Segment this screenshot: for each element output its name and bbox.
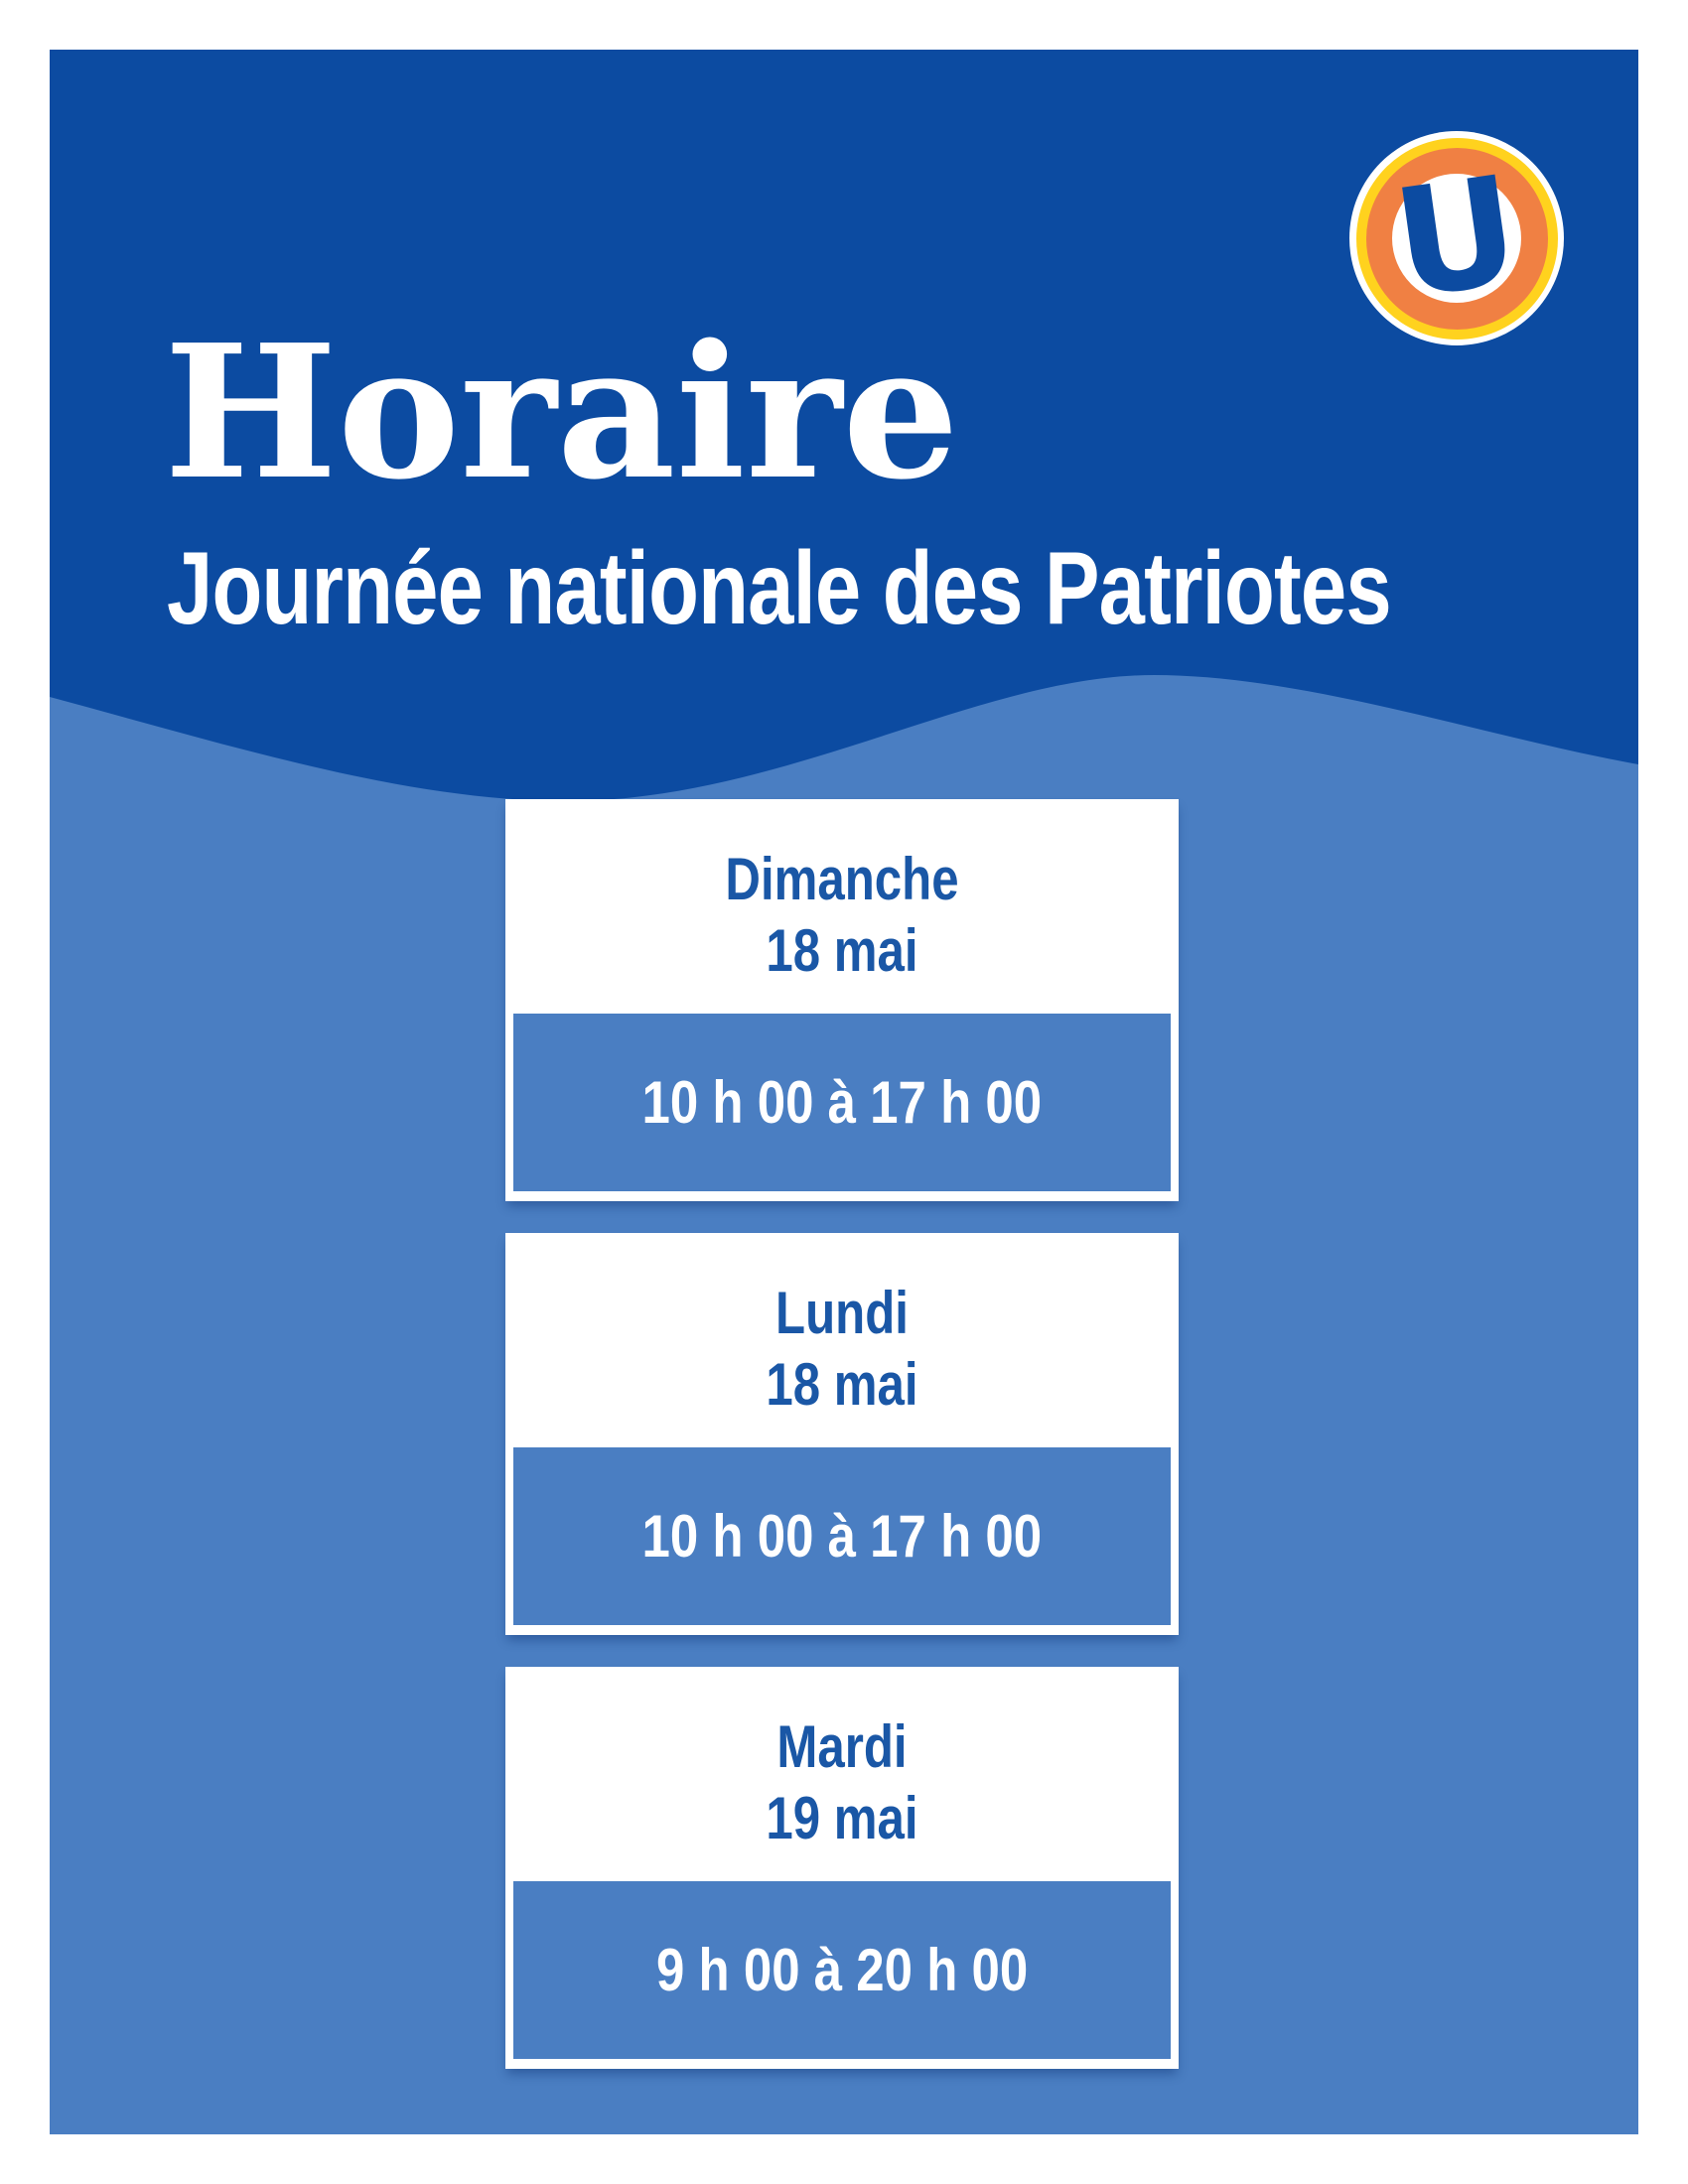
day-name: Dimanche [725, 846, 959, 912]
day-name: Lundi [775, 1280, 909, 1346]
day-date: 19 mai [766, 1785, 918, 1851]
hours-band [513, 1014, 1171, 1191]
schedule-card-monday [505, 1233, 1179, 1635]
poster [50, 50, 1638, 2134]
page-subtitle: Journée nationale des Patriotes [167, 531, 1391, 646]
day-name: Mardi [776, 1713, 908, 1780]
hours-text: 9 h 00 à 20 h 00 [655, 1936, 1029, 2003]
hours-band [513, 1447, 1171, 1625]
hours-text: 10 h 00 à 17 h 00 [641, 1502, 1043, 1570]
page-title: Horaire [164, 304, 959, 520]
hours-band [513, 1881, 1171, 2059]
logo-orange-ring [1366, 144, 1548, 333]
pharmacy-logo [1349, 131, 1564, 345]
day-date: 18 mai [766, 1351, 918, 1418]
schedule-card-sunday [505, 799, 1179, 1201]
hours-text: 10 h 00 à 17 h 00 [641, 1068, 1043, 1136]
logo-inner-disc [1384, 144, 1529, 333]
day-date: 18 mai [766, 917, 918, 984]
schedule-card-tuesday [505, 1667, 1179, 2069]
logo-yellow-ring [1356, 138, 1558, 340]
logo-u-letter: U [1384, 144, 1529, 333]
